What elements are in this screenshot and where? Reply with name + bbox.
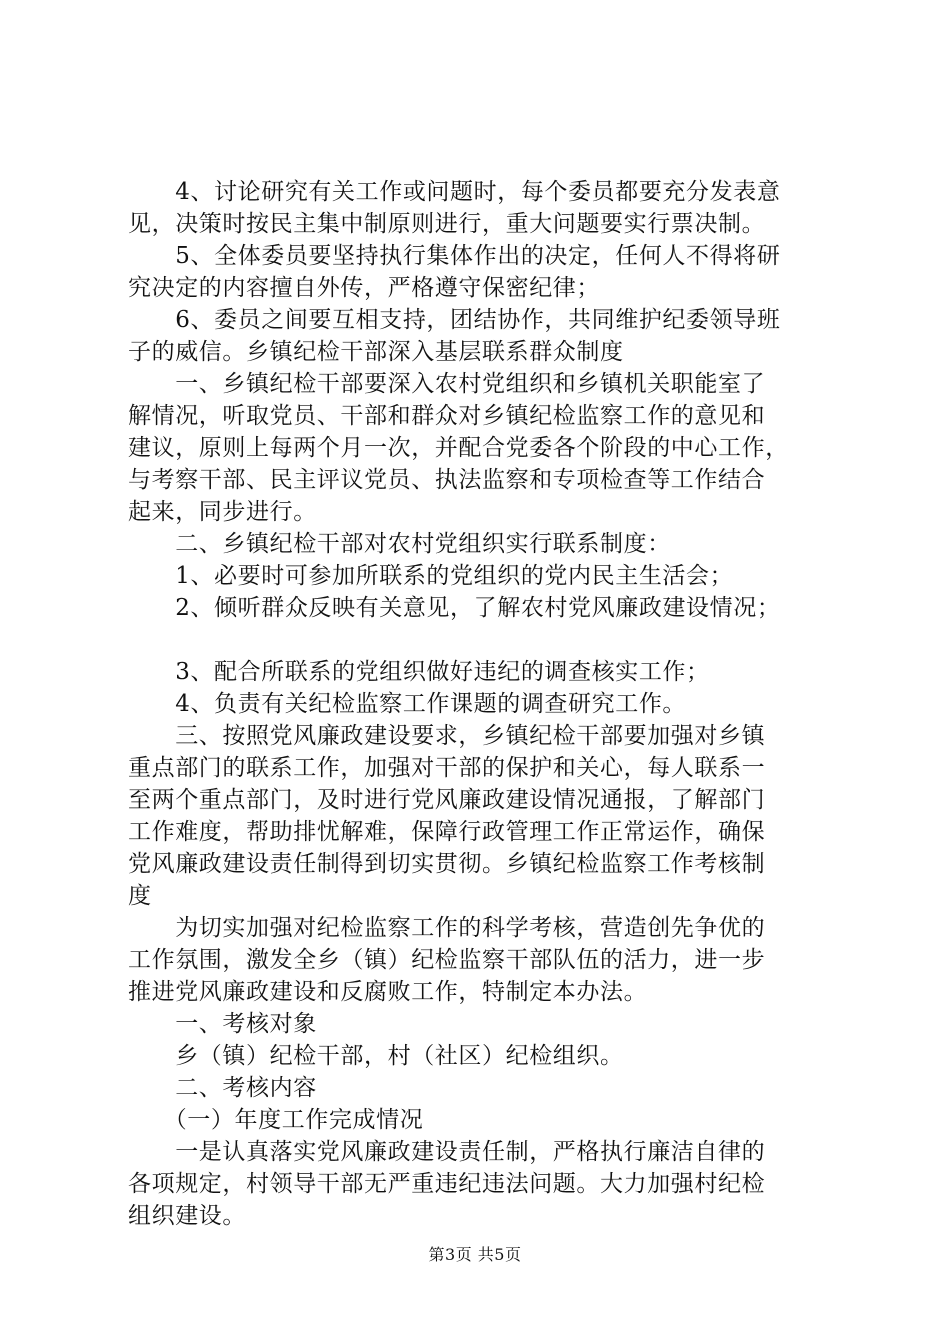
text-line: 究决定的内容擅自外传，严格遵守保密纪律； [128, 275, 600, 301]
text-line: 党风廉政建设责任制得到切实贯彻。乡镇纪检监察工作考核制 [128, 851, 766, 877]
text-line: 5、全体委员要坚持执行集体作出的决定，任何人不得将研 [128, 243, 781, 269]
text-line: 子的威信。乡镇纪检干部深入基层联系群众制度 [128, 339, 624, 365]
text-line: 至两个重点部门，及时进行党风廉政建设情况通报，了解部门 [128, 787, 766, 813]
text-line: 重点部门的联系工作，加强对干部的保护和关心，每人联系一 [128, 755, 766, 781]
text-line: （一）年度工作完成情况 [128, 1107, 424, 1133]
text-line: 度 [128, 883, 152, 909]
text-line: 3、配合所联系的党组织做好违纪的调查核实工作； [128, 659, 710, 685]
text-line: 各项规定，村领导干部无严重违纪违法问题。大力加强村纪检 [128, 1171, 766, 1197]
text-line: 一、考核对象 [128, 1011, 317, 1037]
text-line: 二、考核内容 [128, 1075, 317, 1101]
text-line: 乡（镇）纪检干部，村（社区）纪检组织。 [128, 1043, 624, 1069]
text-line: 为切实加强对纪检监察工作的科学考核，营造创先争优的 [128, 915, 766, 941]
text-line: 2、倾听群众反映有关意见，了解农村党风廉政建设情况； [128, 595, 781, 621]
text-line: 起来，同步进行。 [128, 499, 317, 525]
page-number-footer: 第3页 共5页 [428, 1245, 522, 1264]
text-line: 建议，原则上每两个月一次，并配合党委各个阶段的中心工作， [128, 435, 789, 461]
text-line: 推进党风廉政建设和反腐败工作，特制定本办法。 [128, 979, 648, 1005]
text-line: 4、讨论研究有关工作或问题时，每个委员都要充分发表意 [128, 179, 781, 205]
text-line: 一是认真落实党风廉政建设责任制，严格执行廉洁自律的 [128, 1139, 766, 1165]
document-body [128, 176, 840, 1232]
text-line: 二、乡镇纪检干部对农村党组织实行联系制度： [128, 531, 671, 557]
text-line: 与考察干部、民主评议党员、执法监察和专项检查等工作结合 [128, 467, 766, 493]
text-line: 解情况，听取党员、干部和群众对乡镇纪检监察工作的意见和 [128, 403, 766, 429]
paragraph-gap [128, 624, 840, 656]
text-line: 三、按照党风廉政建设要求，乡镇纪检干部要加强对乡镇 [128, 723, 766, 749]
text-line: 一、乡镇纪检干部要深入农村党组织和乡镇机关职能室了 [128, 371, 766, 397]
text-line: 工作难度，帮助排忧解难，保障行政管理工作正常运作，确保 [128, 819, 766, 845]
text-line: 工作氛围，激发全乡（镇）纪检监察干部队伍的活力，进一步 [128, 947, 766, 973]
text-line: 见，决策时按民主集中制原则进行，重大问题要实行票决制。 [128, 211, 766, 237]
text-line: 6、委员之间要互相支持，团结协作，共同维护纪委领导班 [128, 307, 781, 333]
text-line: 1、必要时可参加所联系的党组织的党内民主生活会； [128, 563, 734, 589]
text-line: 4、负责有关纪检监察工作课题的调查研究工作。 [128, 691, 687, 717]
text-line: 组织建设。 [128, 1203, 246, 1229]
